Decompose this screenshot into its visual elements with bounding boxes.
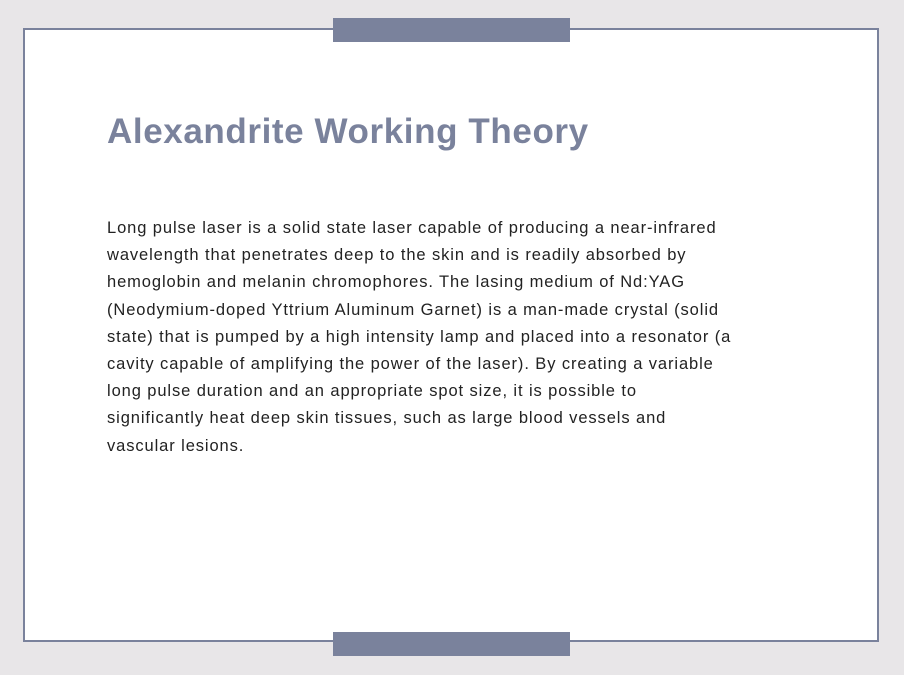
bottom-decorative-tab bbox=[333, 632, 570, 656]
page-title: Alexandrite Working Theory bbox=[107, 112, 589, 151]
top-decorative-tab bbox=[333, 18, 570, 42]
body-paragraph: Long pulse laser is a solid state laser capable of producing a near-infrared wavelength that penetrates deep to the skin and is readily absorbed by hemoglobin and melanin chromophores. The lasing medium of Nd:YAG (Neodymium-doped Yttrium Aluminum Garnet) is a man-made crystal (solid state) that is pumped by a high intensity lamp and placed into a resonator (a cavity capable of amplifying the power of the laser). By creating a variable long pulse duration and an appropriate spot size, it is possible to significantly heat deep skin tissues, such as large blood vessels and vascular lesions. bbox=[107, 219, 732, 455]
